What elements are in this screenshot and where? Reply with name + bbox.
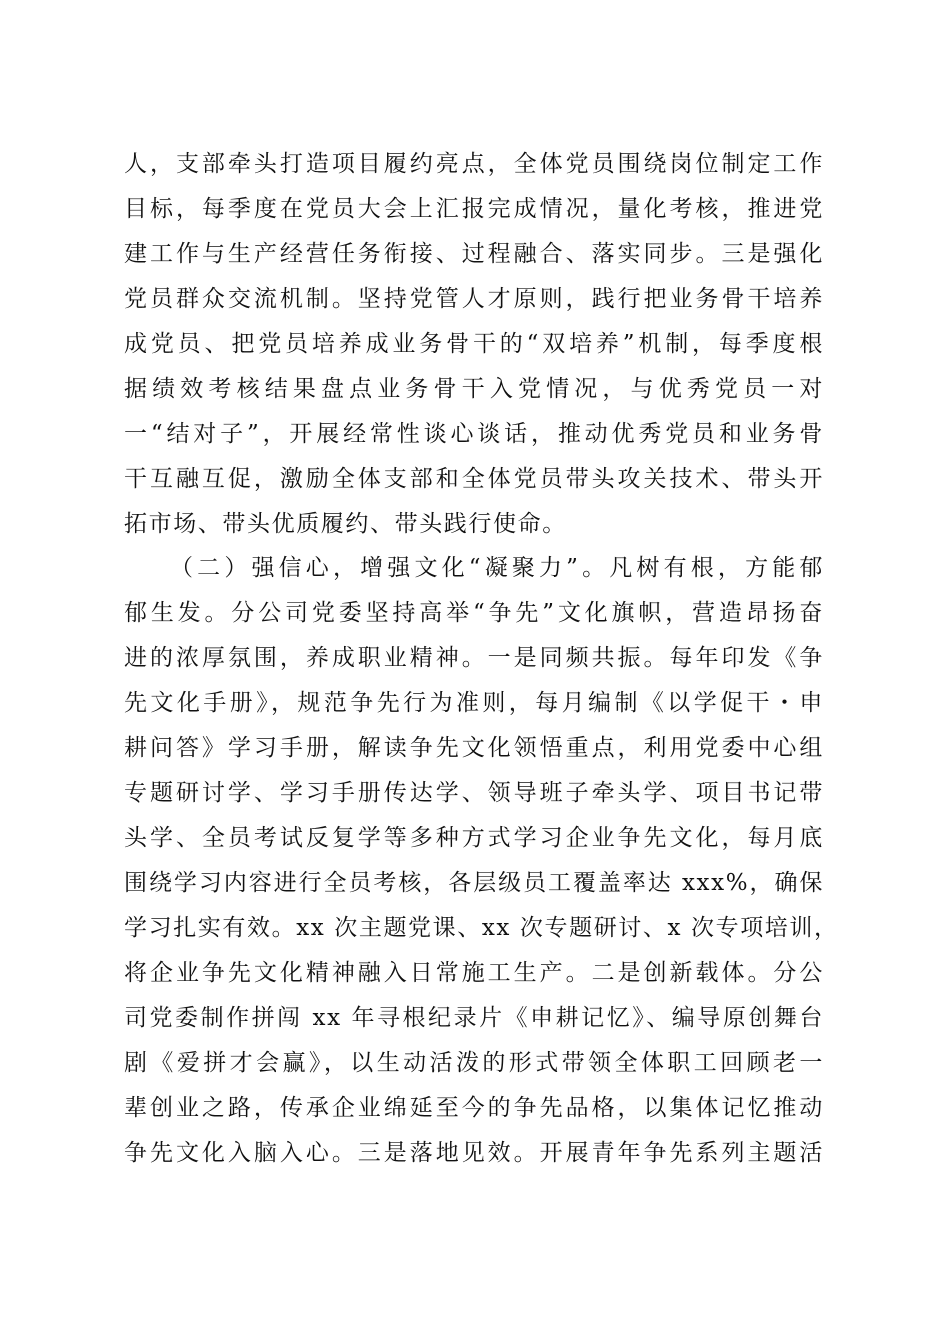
text-line: 人，支部牵头打造项目履约亮点，全体党员围绕岗位制定工作	[124, 151, 824, 177]
text-line: 据绩效考核结果盘点业务骨干入党情况，与优秀党员一对	[124, 375, 824, 402]
text-line: 争先文化入脑入心。三是落地见效。开展青年争先系列主题活	[124, 1139, 824, 1166]
paragraph-1	[124, 142, 824, 546]
text-line: 一“结对子”，开展经常性谈心谈话，推动优秀党员和业务骨	[124, 420, 824, 447]
text-line: 先文化手册》，规范争先行为准则，每月编制《以学促干・申	[124, 690, 824, 717]
text-line: 党员群众交流机制。坚持党管人才原则，践行把业务骨干培养	[124, 285, 824, 312]
body-text	[124, 142, 839, 1176]
text-line: 干互融互促，激励全体支部和全体党员带头攻关技术、带头开	[124, 465, 824, 492]
text-line: 目标，每季度在党员大会上汇报完成情况，量化考核，推进党	[124, 195, 824, 222]
text-line: 建工作与生产经营任务衔接、过程融合、落实同步。三是强化	[124, 240, 824, 267]
text-line: 将企业争先文化精神融入日常施工生产。二是创新载体。分公	[124, 959, 824, 986]
text-line: 围绕学习内容进行全员考核，各层级员工覆盖率达 xxx%，确保	[124, 870, 824, 896]
text-line: 剧《爱拼才会赢》，以生动活泼的形式带领全体职工回顾老一	[124, 1049, 824, 1076]
section-heading-line: （二）强信心，增强文化“凝聚力”。凡树有根，方能郁	[170, 555, 824, 582]
text-line: 司党委制作拼闯 xx 年寻根纪录片《申耕记忆》、编导原创舞台	[124, 1004, 824, 1031]
text-line: 郁生发。分公司党委坚持高举“争先”文化旗帜，营造昂扬奋	[124, 600, 824, 627]
text-line: 耕问答》学习手册，解读争先文化领悟重点，利用党委中心组	[124, 735, 824, 762]
paragraph-2	[124, 546, 839, 1175]
text-line: 进的浓厚氛围，养成职业精神。一是同频共振。每年印发《争	[124, 645, 824, 672]
text-line: 拓市场、带头优质履约、带头践行使命。	[124, 510, 567, 537]
text-line: 辈创业之路，传承企业绵延至今的争先品格，以集体记忆推动	[124, 1094, 824, 1121]
text-line: 成党员、把党员培养成业务骨干的“双培养”机制，每季度根	[124, 330, 824, 357]
text-line: 专题研讨学、学习手册传达学、领导班子牵头学、项目书记带	[124, 780, 824, 807]
text-line: 学习扎实有效。xx 次主题党课、xx 次专题研讨、x 次专项培训，	[124, 914, 839, 941]
text-line: 头学、全员考试反复学等多种方式学习企业争先文化，每月底	[124, 825, 824, 852]
